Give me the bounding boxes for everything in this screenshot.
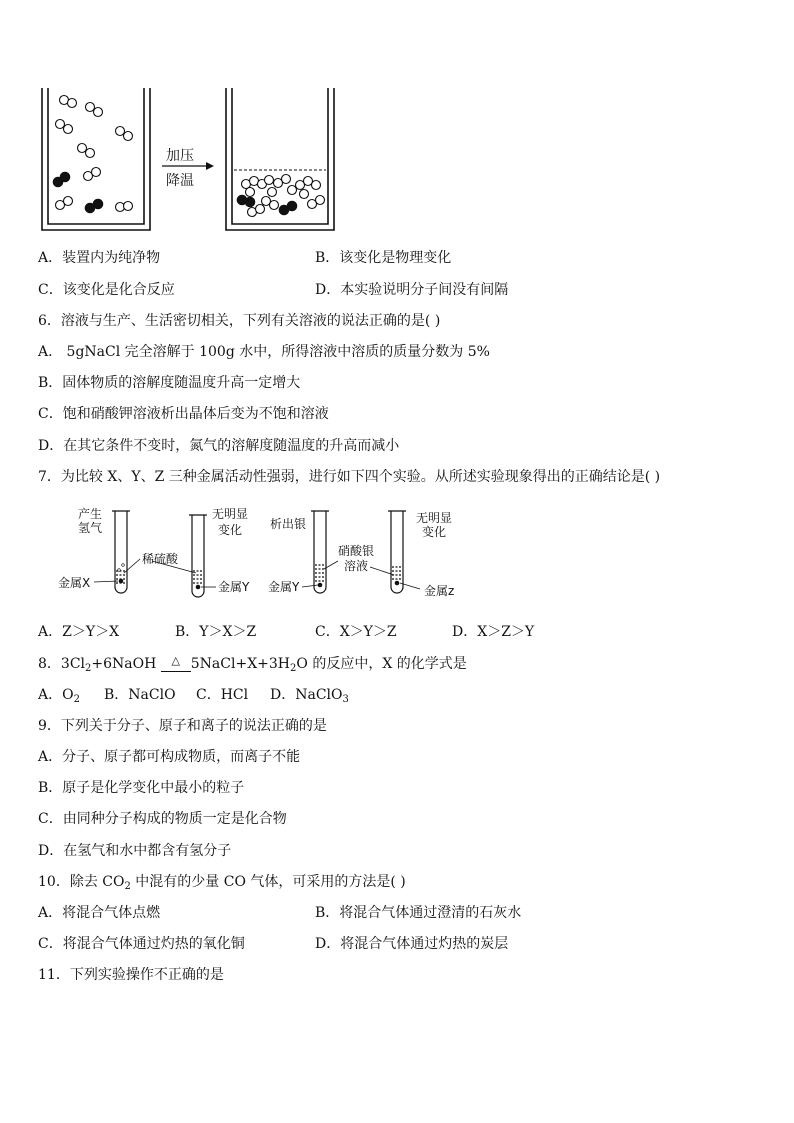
q8-option-a[interactable]: A．$O_2$ xyxy=(38,687,80,705)
label-acid: 稀硫酸 xyxy=(142,552,179,566)
q10-option-a[interactable]: A．将混合气体点燃 xyxy=(38,905,161,921)
label-no-change-1a: 无明显 xyxy=(212,507,249,521)
reaction-condition: △ xyxy=(161,655,191,674)
metal-y-piece-1 xyxy=(196,585,201,590)
label-metal-z: 金属z xyxy=(424,584,455,598)
label-agno3-2: 溶液 xyxy=(344,559,369,573)
q9-option-d[interactable]: D．在氢气和水中都含有氢分子 xyxy=(38,843,232,859)
label-silver: 析出银 xyxy=(270,517,307,531)
metal-x-piece xyxy=(119,579,124,584)
label-no-change-2b: 变化 xyxy=(422,525,447,539)
metal-activity-figure xyxy=(56,503,476,603)
metal-z-piece xyxy=(395,581,400,586)
q7-option-c[interactable]: C．X＞Y＞Z xyxy=(315,624,397,640)
label-no-change-1b: 变化 xyxy=(218,523,243,537)
q5-option-a[interactable]: A．装置内为纯净物 xyxy=(38,250,161,266)
q6-option-c[interactable]: C．饱和硝酸钾溶液析出晶体后变为不饱和溶液 xyxy=(38,406,329,422)
q9-option-b[interactable]: B．原子是化学变化中最小的粒子 xyxy=(38,780,245,796)
q10-stem: 10．除去 $CO_2$ 中混有的少量 CO 气体，可采用的方法是( ) xyxy=(38,874,406,892)
arrow-label-top: 加压 xyxy=(166,148,194,164)
q9-stem: 9．下列关于分子、原子和离子的说法正确的是 xyxy=(38,718,327,734)
q8-stem: 8．$3Cl_2+6NaOH$ △ $5NaCl+X+3H_2O$ 的反应中，X 的化学式是 xyxy=(38,654,467,674)
label-hydrogen-1: 产生 xyxy=(78,507,103,521)
q6-option-b[interactable]: B．固体物质的溶解度随温度升高一定增大 xyxy=(38,375,301,391)
q6-option-d[interactable]: D．在其它条件不变时，氮气的溶解度随温度的升高而减小 xyxy=(38,438,400,454)
label-no-change-2a: 无明显 xyxy=(416,511,453,525)
q5-option-b[interactable]: B．该变化是物理变化 xyxy=(315,250,452,266)
arrow-label-bottom: 降温 xyxy=(166,173,194,189)
q11-stem: 11．下列实验操作不正确的是 xyxy=(38,967,224,983)
molecule-compression-figure xyxy=(36,84,346,236)
label-agno3-1: 硝酸银 xyxy=(338,544,375,558)
q7-option-b[interactable]: B．Y＞X＞Z xyxy=(175,624,257,640)
q8-option-d[interactable]: D．NaClO$_3$ xyxy=(270,687,349,705)
q6-option-a[interactable]: A． 5gNaCl 完全溶解于 100g 水中，所得溶液中溶质的质量分数为 5% xyxy=(38,344,490,360)
label-metal-y-2: 金属Y xyxy=(268,580,300,594)
q10-option-c[interactable]: C．将混合气体通过灼热的氧化铜 xyxy=(38,936,245,952)
metal-y-piece-2 xyxy=(318,583,323,588)
q7-option-a[interactable]: A．Z＞Y＞X xyxy=(38,624,120,640)
test-tube-3 xyxy=(311,511,329,593)
q5-option-d[interactable]: D．本实验说明分子间没有间隔 xyxy=(315,282,509,298)
q5-option-c[interactable]: C．该变化是化合反应 xyxy=(38,282,175,298)
q8-option-b[interactable]: B．NaClO xyxy=(104,687,176,703)
q9-option-a[interactable]: A．分子、原子都可构成物质，而离子不能 xyxy=(38,749,301,765)
left-gas-molecules xyxy=(56,96,133,212)
q7-option-d[interactable]: D．X＞Z＞Y xyxy=(452,624,535,640)
q8-option-c[interactable]: C．HCl xyxy=(196,687,249,703)
label-metal-y-1: 金属Y xyxy=(218,580,250,594)
q10-option-b[interactable]: B．将混合气体通过澄清的石灰水 xyxy=(315,905,522,921)
label-metal-x: 金属X xyxy=(58,576,91,590)
q6-stem: 6．溶液与生产、生活密切相关，下列有关溶液的说法正确的是( ) xyxy=(38,313,441,329)
label-hydrogen-2: 氢气 xyxy=(78,521,103,535)
q7-stem: 7．为比较 X、Y、Z 三种金属活动性强弱，进行如下四个实验。从所述实验现象得出的正确结论是( ) xyxy=(38,469,661,485)
q10-option-d[interactable]: D．将混合气体通过灼热的炭层 xyxy=(315,936,509,952)
q9-option-c[interactable]: C．由同种分子构成的物质一定是化合物 xyxy=(38,811,287,827)
